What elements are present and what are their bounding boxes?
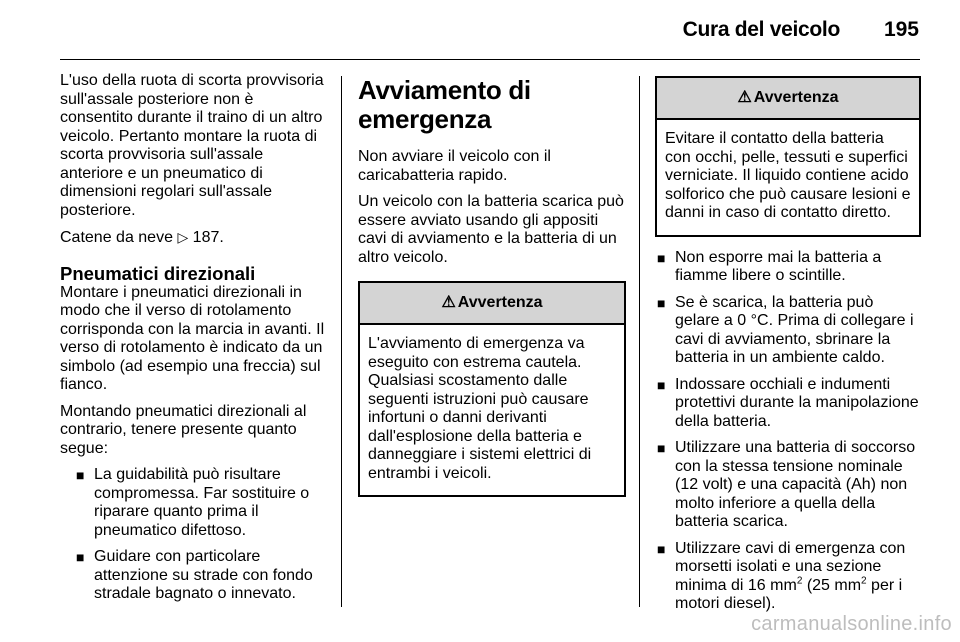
- bullet-square-icon: ■: [657, 376, 666, 393]
- header-divider: [60, 59, 920, 60]
- snow-chains-page-link[interactable]: 187.: [192, 229, 224, 246]
- page-number: 195: [883, 18, 919, 41]
- superscript: 2: [796, 575, 803, 587]
- jump-start-paragraph-1: Non avviare il veicolo con il caricabatteria rapido.: [358, 148, 551, 184]
- directional-tyres-heading: Pneumatici direzionali: [60, 262, 256, 284]
- list-item: ■ Indossare occhiali e indumenti protettivi durante la manipolazione della batteria.: [657, 375, 919, 430]
- snow-chains-text: Catene da neve: [60, 229, 173, 246]
- list-item: ■ Utilizzare una batteria di soccorso con la stessa tensione nominale (12 volt) e una capacità (Ah) non molto inferiore a quella della batteria scarica.: [657, 439, 916, 530]
- jump-start-heading: Avviamento di emergenza: [358, 75, 531, 134]
- bullet-square-icon: ■: [76, 467, 85, 483]
- column-1: [60, 72, 328, 612]
- section-title: Cura del veicolo: [682, 18, 840, 41]
- battery-safety-list: [655, 249, 921, 614]
- warning-text: L'avviamento di emergenza va eseguito con estrema cautela. Qualsiasi scostamento dalle seguenti istruzioni può causare infortuni o danni derivanti dall'esplosione della batteria e danneggiare i sistemi elettrici di entrambi i veicoli.: [368, 335, 592, 482]
- column-divider-left: [341, 76, 342, 607]
- spare-wheel-paragraph: L'uso della ruota di scorta provvisoria sull'assale posteriore non è consentito durante il traino di un altro veicolo. Pertanto montare la ruota di scorta provvisoria sull'assale anteriore e un pneumatico di dimensioni regolari sull'assale posteriore.: [60, 72, 324, 219]
- bullet-square-icon: ■: [657, 294, 666, 311]
- warning-triangle-icon: ⚠: [441, 293, 456, 311]
- column-divider-right: [639, 76, 640, 607]
- column-2: [358, 72, 626, 511]
- reversed-tyres-list: [74, 466, 328, 604]
- superscript: 2: [861, 575, 867, 587]
- warning-box: [655, 76, 921, 237]
- warning-title: Avvertenza: [457, 293, 543, 311]
- list-item: ■ Se è scarica, la batteria può gelare a 0 °C. Prima di collegare i cavi di avviamento, sbrinare la batteria in un ambiente caldo.: [657, 293, 914, 366]
- warning-box: [358, 281, 626, 497]
- jump-start-paragraph-2: Un veicolo con la batteria scarica può essere avviato usando gli appositi cavi di avviamento e la batteria di un altro veicolo.: [358, 193, 624, 266]
- list-item: ■ Guidare con particolare attenzione su strade con fondo stradale bagnato o innevato.: [76, 548, 313, 602]
- watermark: carmanualsonline.info: [751, 613, 952, 635]
- warning-header: [657, 78, 919, 120]
- bullet-square-icon: ■: [657, 249, 666, 266]
- directional-tyres-paragraph: Montare i pneumatici direzionali in modo che il verso di rotolamento corrisponda con la marcia in avanti. Il verso di rotolamento è indicato da un simbolo (ad esempio una freccia) sul fianco.: [60, 283, 325, 393]
- arrow-reference-icon: ▷: [177, 229, 189, 245]
- warning-title: Avvertenza: [753, 88, 839, 106]
- bullet-square-icon: ■: [657, 440, 666, 456]
- snow-chains-reference: [60, 228, 328, 248]
- warning-triangle-icon: ⚠: [737, 88, 752, 106]
- list-item: ■ Non esporre mai la batteria a fiamme libere o scintille.: [657, 248, 882, 284]
- reversed-tyres-paragraph: Montando pneumatici direzionali al contrario, tenere presente quanto segue:: [60, 402, 307, 457]
- warning-text: Evitare il contatto della batteria con occhi, pelle, tessuti e superfici verniciate. Il liquido contiene acido solforico che può causare lesioni e danni in caso di contatto diretto.: [665, 130, 911, 221]
- warning-header: [360, 283, 624, 325]
- list-item: ■ La guidabilità può risultare compromessa. Far sostituire o riparare quanto prima il pneumatico difettoso.: [76, 466, 310, 539]
- page-header: [0, 0, 960, 60]
- list-item: ■ Utilizzare cavi di emergenza con morsetti isolati e una sezione minima di 16 $mm^2$ (25 $mm^2$ per i motori diesel).: [657, 539, 906, 612]
- bullet-square-icon: ■: [76, 549, 85, 565]
- column-3: [655, 76, 921, 622]
- bullet-square-icon: ■: [657, 540, 666, 557]
